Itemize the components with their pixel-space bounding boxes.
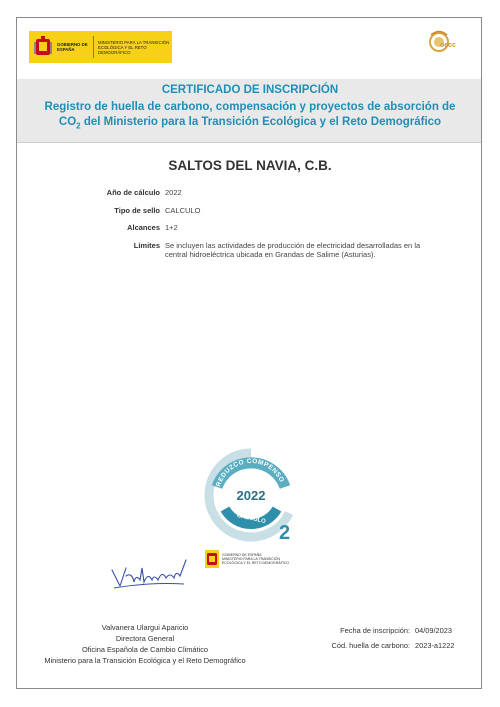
detail-label: Límites — [133, 240, 160, 250]
detail-value: CALCULO — [165, 205, 201, 215]
registration-date-label: Fecha de inscripción: — [340, 626, 410, 635]
seal-year: 2022 — [236, 488, 266, 503]
gov-text: GOBIERNO DE ESPAÑA — [57, 42, 88, 52]
seal-co2-subscript: 2 — [279, 522, 291, 543]
detail-label: Tipo de sello — [114, 205, 160, 215]
signatory-ministry: Ministerio para la Transición Ecológica y el Reto Demográfico — [44, 656, 246, 665]
seal-calc-text: CALCULO — [236, 513, 267, 526]
detail-row-year — [60, 188, 440, 198]
certificate-subtitle: Registro de huella de carbono, compensación y proyectos de absorción de $CO_2$ del Ministerio para la Transición Ecológica y el Reto Demográfico — [44, 101, 456, 131]
government-logo — [29, 31, 172, 63]
detail-row-limits — [60, 241, 440, 259]
coat-of-arms-icon — [205, 550, 219, 568]
carbon-code-value: 2023-a1222 — [415, 641, 455, 650]
oecc-logo — [427, 30, 467, 54]
registration-date-value: 04/09/2023 — [415, 626, 452, 635]
certificate-title: CERTIFICADO DE INSCRIPCIÓN — [161, 84, 339, 96]
registration-date-row — [318, 626, 454, 635]
detail-label: Alcances — [127, 223, 160, 232]
seal-arc-text: REDUZCO COMPENSO — [215, 457, 286, 488]
seal-government-logo: GOBIERNO DE ESPAÑA MINISTERIO PARA LA TRANSICIÓN ECOLÓGICA Y EL RETO DEMOGRÁFICO — [205, 548, 291, 570]
carbon-footprint-seal — [203, 447, 299, 543]
handwritten-signature — [110, 556, 190, 590]
detail-row-scopes — [60, 223, 440, 233]
details-list — [60, 188, 440, 266]
ministry-text: MINISTERIO PARA LA TRANSICIÓN ECOLÓGICA Y EL RETO DEMOGRÁFICO — [98, 39, 170, 55]
registration-info — [318, 626, 454, 656]
signatory-name: Valvanera Ulargui Aparicio — [101, 623, 189, 632]
carbon-code-label: Cód. huella de carbono: — [331, 641, 410, 650]
detail-value: Se incluyen las actividades de producción de electricidad desarrolladas en la central hidroeléctrica ubicada en Grandas de Salime (Asturias). — [165, 240, 421, 259]
detail-row-seal-type — [60, 206, 440, 216]
detail-value: 1+2 — [165, 223, 178, 232]
carbon-code-row — [318, 641, 454, 650]
signatory-block — [36, 622, 254, 666]
coat-of-arms-icon — [29, 36, 57, 58]
signatory-office: Oficina Española de Cambio Climático — [81, 645, 209, 654]
company-name: SALTOS DEL NAVIA, C.B. — [168, 158, 332, 173]
detail-value: 2022 — [165, 188, 182, 197]
detail-label: Año de cálculo — [106, 188, 160, 197]
signatory-role: Directora General — [115, 634, 175, 643]
oecc-logo-text: oecc — [440, 42, 456, 49]
